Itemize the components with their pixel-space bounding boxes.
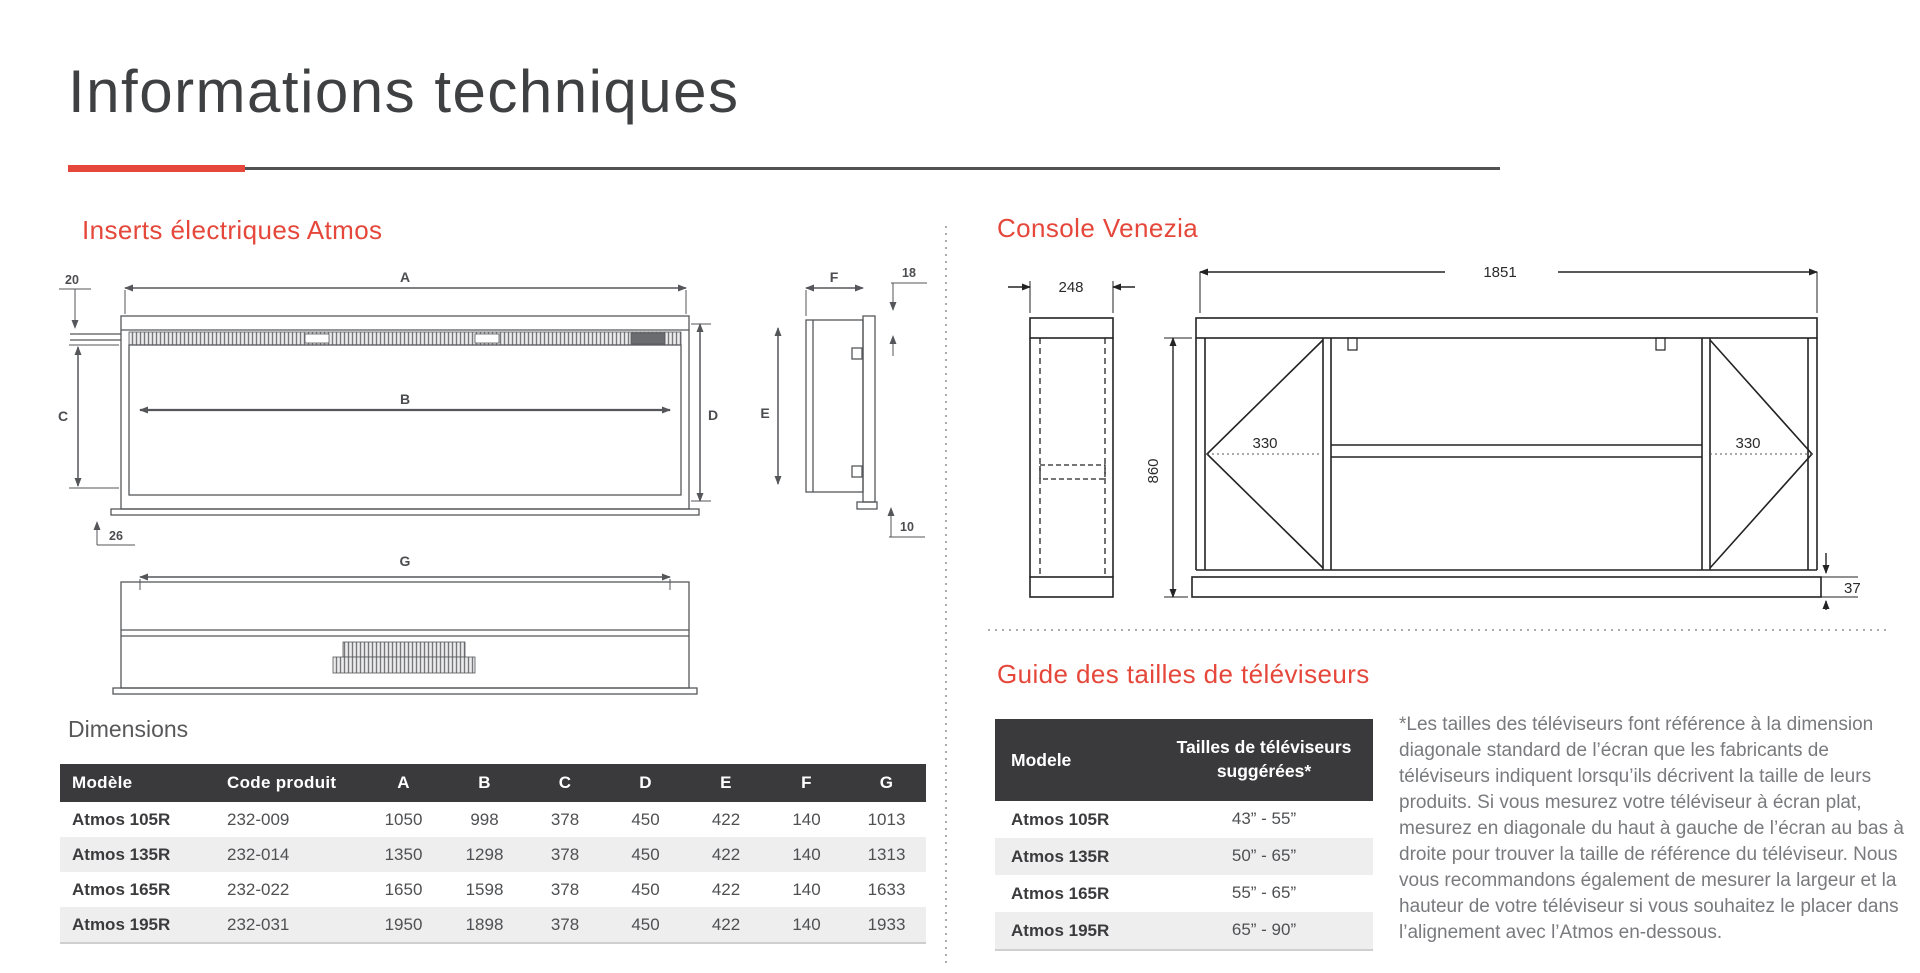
table-row bbox=[60, 872, 926, 907]
dim-label-e: E bbox=[760, 405, 770, 421]
row-model: Atmos 135R bbox=[1011, 846, 1110, 866]
section-divider-dotted bbox=[988, 629, 1888, 631]
console-section-heading: Console Venezia bbox=[997, 213, 1199, 243]
table-row bbox=[60, 802, 926, 837]
dim-label-330-right: 330 bbox=[1735, 435, 1761, 452]
table-header-row bbox=[60, 764, 926, 802]
row-value: 65” - 90” bbox=[1155, 912, 1373, 950]
atmos-front-view bbox=[70, 316, 699, 515]
dim-label-37: 37 bbox=[1844, 580, 1861, 597]
row-value: 232-031 bbox=[225, 907, 363, 943]
row-value: 140 bbox=[766, 907, 847, 943]
table-header-row bbox=[995, 719, 1373, 801]
row-model: Atmos 195R bbox=[995, 912, 1155, 950]
column-header: D bbox=[605, 764, 686, 802]
title-rule bbox=[68, 167, 1500, 170]
column-header: B bbox=[444, 764, 525, 802]
row-value: 1598 bbox=[465, 879, 504, 899]
row-value: 140 bbox=[792, 879, 821, 899]
console-venezia-technical-drawing bbox=[1000, 255, 1900, 610]
tv-size-note: *Les tailles des téléviseurs font référence à la dimension diagonale standard de l’écran que les fabricants de téléviseurs indiquent lorsqu’ils décrivent la taille de leurs produits. Si vous mesurez votre téléviseur à écran plat, mesurez en diagonale du haut à gauche de l’écran au bas à droite pour trouver la taille de référence du téléviseur. Nous vous recommandons également de mesurer la largeur et la hauteur de votre téléviseur si vous souhaitez le placer dans l’alignement avec l’Atmos en-dessous. bbox=[1399, 714, 1904, 943]
dimensions-table bbox=[60, 764, 926, 944]
dim-label-c: C bbox=[57, 408, 69, 424]
row-value: 232-014 bbox=[227, 844, 290, 864]
table-row bbox=[995, 801, 1373, 838]
row-value: 1350 bbox=[384, 844, 423, 864]
column-header: Code produit bbox=[225, 764, 363, 802]
row-model: Atmos 165R bbox=[72, 879, 171, 899]
console-front-view bbox=[1192, 318, 1821, 597]
row-value: 1313 bbox=[867, 844, 906, 864]
row-value: 1950 bbox=[363, 907, 444, 943]
row-value: 450 bbox=[605, 907, 686, 943]
column-header: Tailles de téléviseurs suggérées* bbox=[1155, 719, 1373, 801]
row-model: Atmos 105R bbox=[1011, 809, 1110, 829]
column-header: Modèle bbox=[60, 764, 225, 802]
atmos-insert-technical-drawing bbox=[55, 258, 935, 703]
row-value: 55” - 65” bbox=[1231, 883, 1297, 903]
row-value: 378 bbox=[550, 844, 580, 864]
table-row bbox=[995, 838, 1373, 875]
row-value: 1898 bbox=[444, 907, 525, 943]
atmos-side-view bbox=[806, 316, 877, 509]
row-value: 43” - 55” bbox=[1231, 809, 1297, 829]
row-value: 378 bbox=[525, 907, 605, 943]
dim-label-20: 20 bbox=[65, 273, 79, 287]
column-header: A bbox=[363, 764, 444, 802]
row-value: 1650 bbox=[384, 879, 423, 899]
row-value: 422 bbox=[711, 879, 741, 899]
column-header: G bbox=[847, 764, 926, 802]
tv-size-table bbox=[995, 719, 1373, 951]
dim-label-f: F bbox=[829, 269, 839, 285]
row-value: 450 bbox=[631, 809, 660, 829]
row-value: 422 bbox=[711, 809, 741, 829]
row-value: 1013 bbox=[867, 809, 906, 829]
row-value: 450 bbox=[631, 879, 660, 899]
column-header: C bbox=[525, 764, 605, 802]
row-model: Atmos 195R bbox=[60, 907, 225, 943]
dim-label-1851: 1851 bbox=[1483, 264, 1517, 281]
row-value: 140 bbox=[792, 809, 821, 829]
row-model: Atmos 165R bbox=[1011, 883, 1110, 903]
dimensions-table-head bbox=[60, 764, 926, 802]
tv-size-table-head bbox=[995, 719, 1373, 801]
column-header: F bbox=[766, 764, 847, 802]
dim-label-d: D bbox=[707, 407, 719, 423]
tv-size-table-body bbox=[995, 801, 1373, 950]
row-value: 422 bbox=[686, 907, 766, 943]
dim-label-10: 10 bbox=[900, 520, 914, 534]
row-value: 50” - 65” bbox=[1231, 846, 1297, 866]
row-value: 378 bbox=[550, 809, 580, 829]
table-row bbox=[60, 907, 926, 943]
dim-label-330-left: 330 bbox=[1252, 435, 1278, 452]
row-value: 1050 bbox=[384, 809, 423, 829]
table-row bbox=[995, 912, 1373, 950]
row-value: 422 bbox=[711, 844, 741, 864]
title-rule-accent bbox=[68, 165, 245, 172]
row-value: 998 bbox=[470, 809, 499, 829]
row-value: 232-022 bbox=[227, 879, 290, 899]
column-header: E bbox=[686, 764, 766, 802]
table-row bbox=[995, 875, 1373, 912]
dim-label-860: 860 bbox=[1145, 458, 1162, 484]
row-value: 1298 bbox=[465, 844, 504, 864]
dim-label-18: 18 bbox=[902, 266, 916, 280]
row-model: Atmos 105R bbox=[72, 809, 171, 829]
column-divider-dotted bbox=[945, 226, 947, 966]
dim-label-g: G bbox=[399, 553, 411, 569]
tv-guide-heading: Guide des tailles de téléviseurs bbox=[997, 659, 1370, 689]
row-value: 1933 bbox=[847, 907, 926, 943]
dimensions-label: Dimensions bbox=[68, 716, 189, 742]
row-value: 140 bbox=[792, 844, 821, 864]
dim-label-a: A bbox=[399, 269, 411, 285]
row-value: 450 bbox=[631, 844, 660, 864]
row-value: 232-009 bbox=[227, 809, 290, 829]
column-header: Modele bbox=[995, 719, 1155, 801]
dim-label-26: 26 bbox=[109, 529, 123, 543]
atmos-section-heading: Inserts électriques Atmos bbox=[82, 215, 383, 245]
page-title: Informations techniques bbox=[68, 58, 740, 125]
table-row bbox=[60, 837, 926, 872]
console-side-view bbox=[1030, 318, 1113, 597]
row-model: Atmos 135R bbox=[72, 844, 171, 864]
dimensions-table-body bbox=[60, 802, 926, 943]
atmos-top-view bbox=[113, 582, 697, 694]
row-value: 378 bbox=[550, 879, 580, 899]
row-value: 1633 bbox=[867, 879, 906, 899]
atmos-dimension-lines bbox=[59, 283, 927, 590]
dim-label-b: B bbox=[399, 391, 411, 407]
console-dimension-lines bbox=[1008, 272, 1858, 610]
dim-label-248: 248 bbox=[1058, 279, 1084, 296]
